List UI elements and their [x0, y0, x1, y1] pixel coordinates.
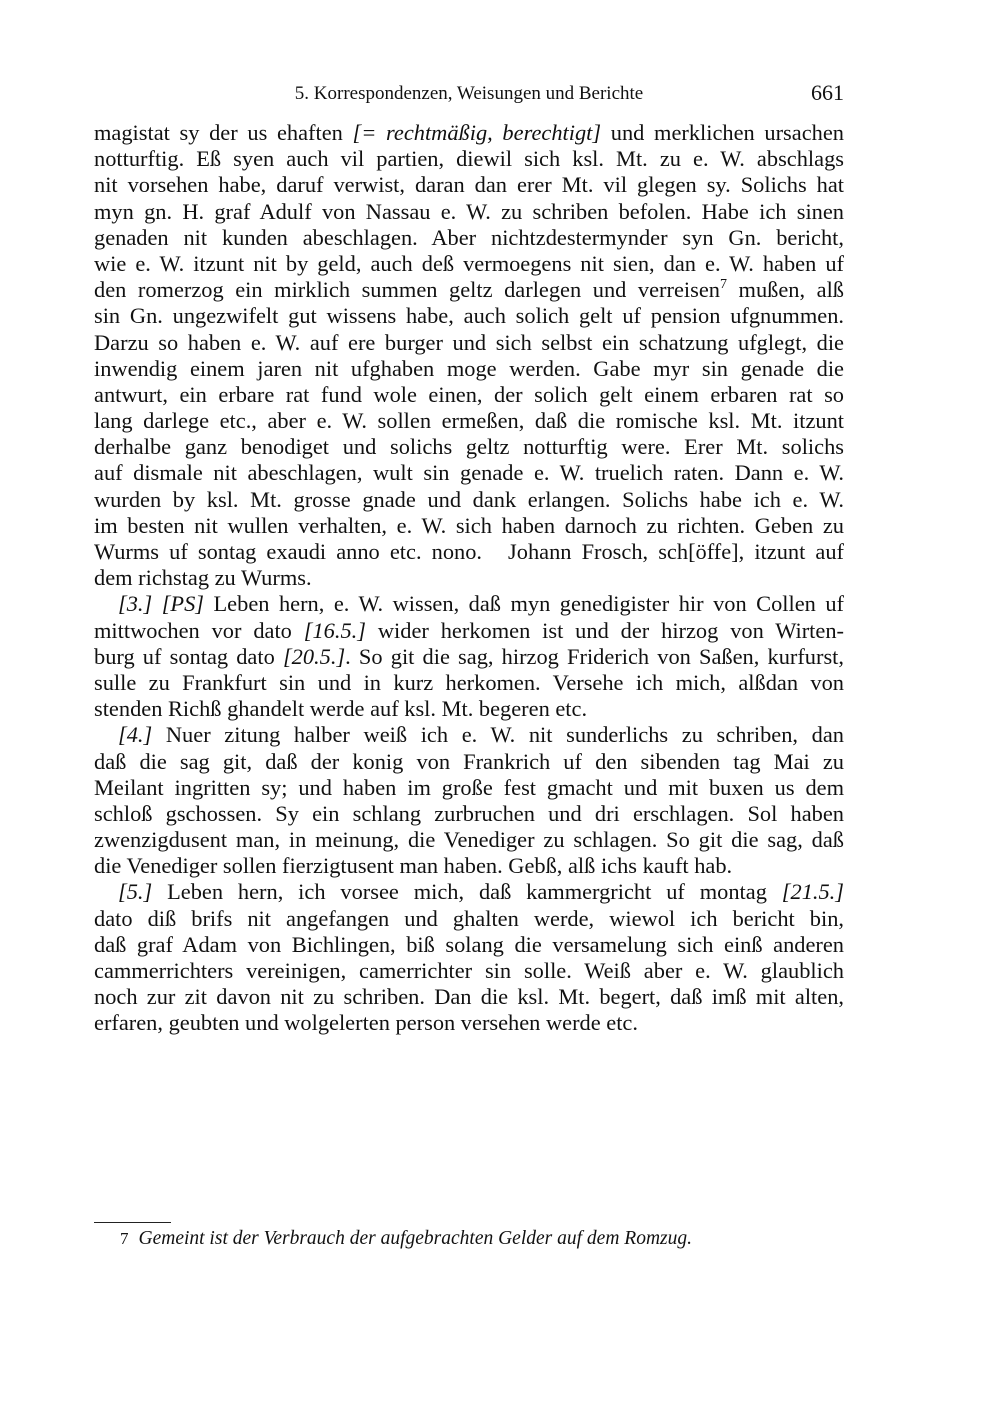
- text-line: wurden by ksl. Mt. grosse gnade und dank erlangen. Solichs habe ich e. W.: [94, 486, 844, 512]
- editorial-date: [16.5.]: [303, 617, 366, 643]
- text-line: Meilant ingritten sy; und haben im große fest gmacht und mit buxen us dem: [94, 774, 844, 800]
- footnote-number: 7: [120, 1229, 129, 1248]
- text-line: [94, 120, 844, 146]
- text-line: auf dismale nit abeschlagen, wult sin genade e. W. truelich raten. Dann e. W.: [94, 460, 844, 486]
- text-line: wie e. W. itzunt nit by geld, auch deß vermoegens nit sien, dan e. W. haben uf: [94, 250, 844, 276]
- text-line: daß graf Adam von Bichlingen, biß solang die versamelung sich einß anderen: [94, 931, 844, 957]
- text-line: daß die sag git, daß der konig von Frankrich uf den sibenden tag Mai zu: [94, 748, 844, 774]
- text-line: Darzu so haben e. W. auf ere burger und sich selbst ein schatzung ufglegt, die: [94, 329, 844, 355]
- text-line: antwurt, ein erbare rat fund wole einen, der solich gelt einem erbaren rat so: [94, 381, 844, 407]
- text-run: . So git die sag, hirzog Friderich von Saßen, kurfurst,: [345, 643, 844, 669]
- text-line: dato diß brifs nit angefangen und ghalten werde, wiewol ich bericht bin,: [94, 905, 844, 931]
- text-line: die Venediger sollen fierzigtusent man haben. Gebß, alß ichs kauft hab.: [94, 853, 733, 879]
- text-line: [94, 879, 844, 905]
- text-line: schloß gschossen. Sy ein schlang zurbruchen und dri erschlagen. Sol haben: [94, 800, 844, 826]
- text-run: und merklichen ursachen: [601, 120, 844, 145]
- text-line: genaden nit kunden abeschlagen. Aber nichtzdestermynder syn Gn. bericht,: [94, 224, 844, 250]
- text-line: dem richstag zu Wurms.: [94, 565, 312, 591]
- text-line: [94, 618, 844, 644]
- text-line: [94, 539, 844, 565]
- editorial-date: [21.5.]: [781, 879, 844, 905]
- page-number: 661: [811, 80, 844, 105]
- text-line: derhalbe ganz benodiget und solichs geltz notturftig were. Erer Mt. solichs: [94, 434, 844, 460]
- text-run: mußen, alß: [726, 277, 844, 303]
- text-line: inwendig einem jaren nit ufghaben moge werden. Gabe myr sin genade die: [94, 355, 844, 381]
- text-run: Leben hern, e. W. wissen, daß myn genedigister hir von Collen uf: [204, 591, 844, 617]
- footnote-text: Gemeint ist der Verbrauch der aufgebrachten Gelder auf dem Romzug.: [138, 1228, 692, 1249]
- page-header: [94, 80, 844, 110]
- text-line: lang darlege etc., aber e. W. sollen ermeßen, daß die romische ksl. Mt. itzunt: [94, 408, 844, 434]
- editorial-date: [20.5.]: [282, 643, 346, 669]
- text-line: myn gn. H. graf Adulf von Nassau e. W. zu schriben befolen. Habe ich sinen: [94, 198, 844, 224]
- text-run: Nuer zitung halber weiß ich e. W. nit sunderlichs zu schriben, dan: [152, 722, 844, 748]
- text-line: notturftig. Eß syen auch vil partien, diewil sich ksl. Mt. zu e. W. abschlags: [94, 146, 844, 172]
- date-line: Wurms uf sontag exaudi anno etc. nono.: [94, 539, 483, 564]
- text-line: nit vorsehen habe, daruf verwist, daran dan erer Mt. vil glegen sy. Solichs hat: [94, 172, 844, 198]
- text-line: zwenzigdusent man, in meinung, die Venediger zu schlagen. So git die sag, daß: [94, 827, 844, 853]
- section-marker: [5.]: [118, 879, 153, 905]
- footnote-ref: 7: [719, 277, 727, 293]
- text-line: sin Gn. ungezwifelt gut wissens habe, auch solich gelt uf pension ufgnummen.: [94, 303, 844, 329]
- section-marker: [3.] [PS]: [118, 591, 205, 617]
- text-line: im besten nit wullen verhalten, e. W. sich haben darnoch zu richten. Geben zu: [94, 512, 844, 538]
- text-line: [94, 591, 844, 617]
- text-run: wider herkomen ist und der hirzog von Wirten-: [365, 617, 844, 643]
- text-run: Leben hern, ich vorsee mich, daß kammergricht uf montag: [152, 879, 782, 905]
- footnote: [120, 1228, 692, 1250]
- text-line: [94, 644, 844, 670]
- text-line: [94, 722, 844, 748]
- text-line: sulle zu Frankfurt sin und in kurz herkomen. Versehe ich mich, alßdan von: [94, 669, 844, 695]
- body-text: [94, 120, 844, 1037]
- text-run: mittwochen vor dato: [94, 617, 304, 643]
- text-line: cammerrichters vereinigen, camerrichter sin solle. Weiß aber e. W. glaublich: [94, 958, 844, 983]
- editorial-note: [= rechtmäßig, berechtigt]: [352, 120, 602, 145]
- running-head: 5. Korrespondenzen, Weisungen und Berichte: [294, 83, 644, 104]
- text-run: magistat sy der us ehaften: [94, 120, 353, 145]
- section-marker: [4.]: [118, 722, 153, 748]
- text-line: noch zur zit davon nit zu schriben. Dan die ksl. Mt. begert, daß imß mit alten,: [94, 984, 844, 1010]
- text-line: erfaren, geubten und wolgelerten person versehen werde etc.: [94, 1010, 638, 1036]
- text-run: den romerzog ein mirklich summen geltz darlegen und verreisen: [94, 277, 720, 303]
- footnote-rule: [94, 1222, 171, 1223]
- text-line: stenden Richß ghandelt werde auf ksl. Mt. begeren etc.: [94, 696, 588, 722]
- text-line: [94, 277, 844, 303]
- text-run: burg uf sontag dato: [94, 643, 283, 669]
- signature-line: Johann Frosch, sch[öffe], itzunt auf: [508, 539, 845, 564]
